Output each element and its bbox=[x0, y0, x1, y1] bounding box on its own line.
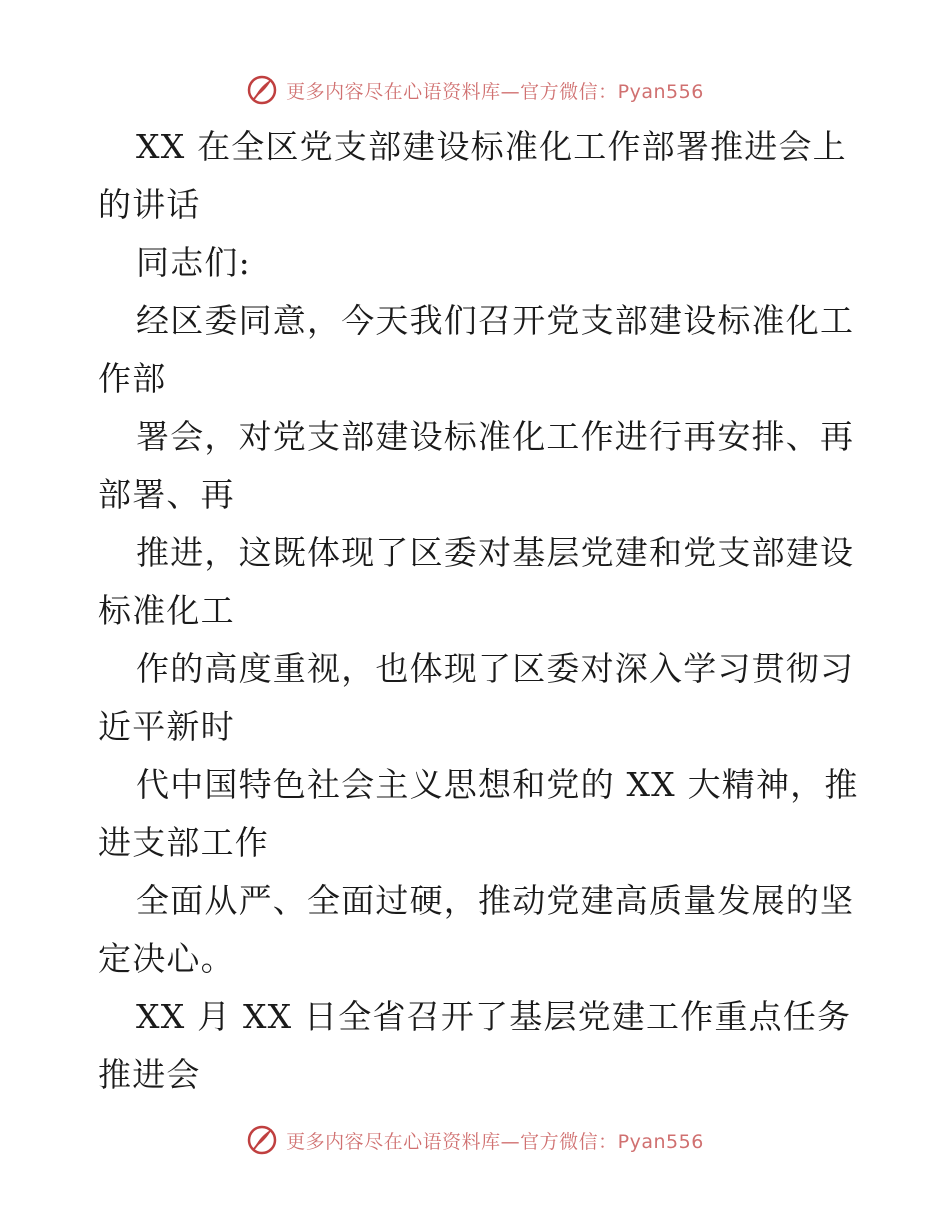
quill-logo-icon bbox=[246, 74, 278, 106]
paragraph-line: 作的高度重视，也体现了区委对深入学习贯彻习 bbox=[136, 649, 855, 688]
watermark-text: 更多内容尽在心语资料库—官方微信：Pyan556 bbox=[286, 80, 704, 103]
paragraph-line: 代中国特色社会主义思想和党的 XX 大精神，推 bbox=[136, 765, 859, 804]
paragraph-line: 作部 bbox=[98, 359, 167, 398]
paragraph-line: 近平新时 bbox=[98, 707, 235, 746]
header-watermark bbox=[0, 70, 950, 110]
document-body bbox=[98, 118, 858, 1104]
paragraph-line: 全面从严、全面过硬，推动党建高质量发展的坚 bbox=[136, 881, 855, 920]
title-line-1: XX 在全区党支部建设标准化工作部署推进会上 bbox=[136, 127, 847, 166]
paragraph-line: 经区委同意，今天我们召开党支部建设标准化工 bbox=[136, 301, 855, 340]
paragraph-line: 部署、再 bbox=[98, 475, 235, 514]
paragraph-line: 进支部工作 bbox=[98, 823, 269, 862]
quill-logo-icon bbox=[246, 1124, 278, 1156]
watermark-text: 更多内容尽在心语资料库—官方微信：Pyan556 bbox=[286, 1130, 704, 1153]
salutation: 同志们: bbox=[136, 243, 251, 282]
paragraph-line: 标准化工 bbox=[98, 591, 235, 630]
paragraph-line: 署会，对党支部建设标准化工作进行再安排、再 bbox=[136, 417, 855, 456]
paragraph-line: 推进，这既体现了区委对基层党建和党支部建设 bbox=[136, 533, 855, 572]
paragraph-line: 定决心。 bbox=[98, 939, 235, 978]
paragraph-line: 推进会 bbox=[98, 1055, 201, 1094]
footer-watermark bbox=[0, 1120, 950, 1160]
title-line-2: 的讲话 bbox=[98, 185, 201, 224]
paragraph-line: XX 月 XX 日全省召开了基层党建工作重点任务 bbox=[136, 997, 852, 1036]
